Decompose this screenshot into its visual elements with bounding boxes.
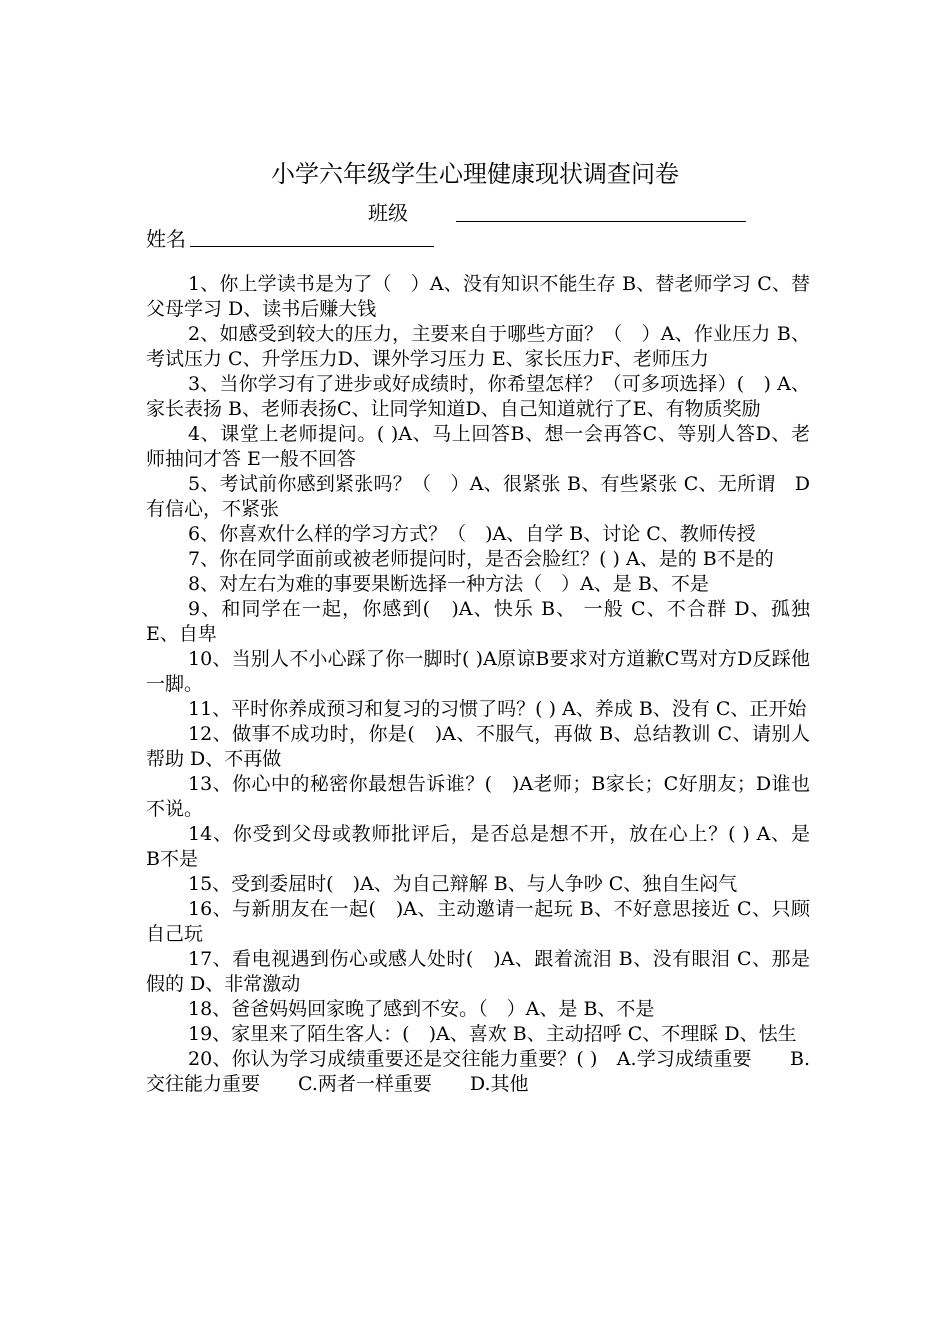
question-item: 16、与新朋友在一起( )A、主动邀请一起玩 B、不好意思接近 C、只顾自己玩 — [146, 898, 810, 945]
question-item: 9、和同学在一起，你感到( )A、快乐 B、 一般 C、不合群 D、孤独 E、自卑 — [146, 598, 817, 645]
name-label: 姓名 — [146, 227, 186, 251]
question-item: 19、家里来了陌生客人：( )A、喜欢 B、主动招呼 C、不理睬 D、怯生 — [188, 1023, 797, 1045]
question-item: 7、你在同学面前或被老师提问时，是否会脸红？( ) A、是的 B不是的 — [188, 548, 774, 570]
question-item: 12、做事不成功时，你是( )A、不服气，再做 B、总结教训 C、请别人帮助 D、不再做 — [146, 723, 810, 770]
document-title: 小学六年级学生心理健康现状调查问卷 — [271, 160, 679, 188]
question-item: 13、你心中的秘密你最想告诉谁？( )A老师；B家长；C好朋友；D谁也不说。 — [146, 773, 810, 820]
class-blank-line[interactable] — [456, 221, 746, 222]
question-item: 15、受到委屈时( )A、为自己辩解 B、与人争吵 C、独自生闷气 — [188, 873, 738, 895]
question-item: 3、当你学习有了进步或好成绩时，你希望怎样？（可多项选择）( ) A、家长表扬 B、老师表扬C、让同学知道D、自己知道就行了E、有物质奖励 — [146, 373, 810, 420]
class-label: 班级 — [368, 201, 408, 225]
question-item: 20、你认为学习成绩重要还是交往能力重要？( ) A.学习成绩重要 B.交往能力重要 C.两者一样重要 D.其他 — [146, 1048, 810, 1095]
question-list — [146, 272, 830, 1097]
question-item: 10、当别人不小心踩了你一脚时( )A原谅B要求对方道歉C骂对方D反踩他一脚。 — [146, 648, 810, 695]
name-blank-line[interactable] — [190, 246, 434, 247]
question-item: 11、平时你养成预习和复习的习惯了吗？( ) A、养成 B、没有 C、正开始 — [188, 698, 807, 720]
question-item: 2、如感受到较大的压力，主要来自于哪些方面？（ ）A、作业压力 B、考试压力 C、升学压力D、课外学习压力 E、家长压力F、老师压力 — [146, 323, 810, 370]
question-item: 8、对左右为难的事要果断选择一种方法（ ）A、是 B、不是 — [188, 573, 709, 595]
question-item: 14、你受到父母或教师批评后，是否总是想不开，放在心上？( ) A、是 B不是 — [146, 823, 830, 870]
question-item: 1、你上学读书是为了（ ）A、没有知识不能生存 B、替老师学习 C、替父母学习 D、读书后赚大钱 — [146, 273, 810, 320]
question-item: 17、看电视遇到伤心或感人处时( )A、跟着流泪 B、没有眼泪 C、那是假的 D、非常激动 — [146, 948, 810, 995]
question-item: 4、课堂上老师提问。( )A、马上回答B、想一会再答C、等别人答D、老师抽问才答 E一般不回答 — [146, 423, 810, 470]
question-item: 5、考试前你感到紧张吗？（ ）A、很紧张 B、有些紧张 C、无所谓 D有信心，不紧张 — [146, 473, 810, 520]
question-item: 6、你喜欢什么样的学习方式？（ )A、自学 B、讨论 C、教师传授 — [188, 523, 756, 545]
question-item: 18、爸爸妈妈回家晚了感到不安。（ ）A、是 B、不是 — [188, 998, 655, 1020]
